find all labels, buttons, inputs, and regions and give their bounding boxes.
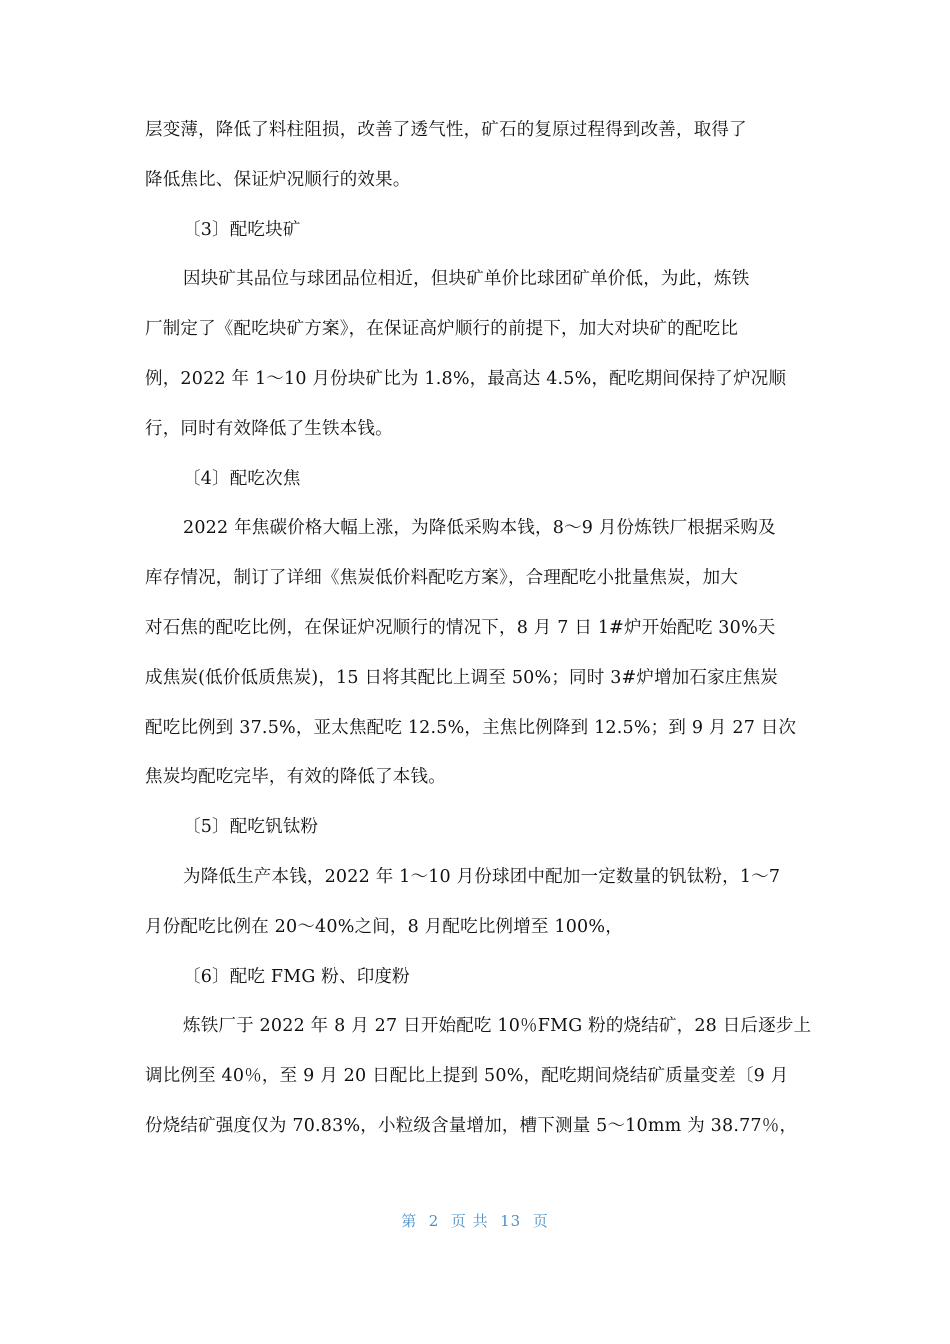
- section-heading: 〔4〕配吃次焦: [183, 468, 301, 489]
- text-line: 厂制定了《配吃块矿方案》，在保证高炉顺行的前提下，加大对块矿的配吃比: [145, 319, 739, 340]
- section-heading: 〔3〕配吃块矿: [183, 219, 301, 240]
- text-line: 份烧结矿强度仅为 70.83%，小粒级含量增加，槽下测量 5～10mm 为 38.77％，: [145, 1115, 798, 1136]
- text-line: 调比例至 40％，至 9 月 20 日配比上提到 50%，配吃期间烧结矿质量变差〔9 月: [145, 1066, 789, 1087]
- page-number-footer: 第 2 页 共 13 页: [401, 1212, 549, 1230]
- text-line: 例，2022 年 1～10 月份块矿比为 1.8%，最高达 4.5%，配吃期间保持了炉况顺: [145, 368, 787, 389]
- text-line: 对石焦的配吃比例，在保证炉况顺行的情况下，8 月 7 日 1#炉开始配吃 30%天: [145, 617, 776, 638]
- text-line: 降低焦比、保证炉况顺行的效果。: [145, 169, 411, 190]
- text-line: 焦炭均配吃完毕，有效的降低了本钱。: [145, 767, 446, 788]
- text-line: 行，同时有效降低了生铁本钱。: [145, 418, 393, 439]
- text-line: 配吃比例到 37.5%，亚太焦配吃 12.5%，主焦比例降到 12.5%；到 9 月 27 日次: [145, 717, 797, 738]
- document-body: [145, 106, 810, 1152]
- text-line: 因块矿其品位与球团品位相近，但块矿单价比球团矿单价低，为此，炼铁: [183, 269, 750, 290]
- text-line: 成焦炭(低价低质焦炭)，15 日将其配比上调至 50%；同时 3#炉增加石家庄焦炭: [145, 667, 779, 688]
- text-line: 炼铁厂于 2022 年 8 月 27 日开始配吃 10％FMG 粉的烧结矿，28 日后逐步上: [183, 1016, 812, 1037]
- text-line: 月份配吃比例在 20～40%之间，8 月配吃比例增至 100%，: [145, 916, 623, 937]
- text-line: 库存情况，制订了详细《焦炭低价料配吃方案》，合理配吃小批量焦炭，加大: [145, 568, 739, 589]
- section-heading: 〔5〕配吃钒钛粉: [183, 817, 319, 838]
- section-heading: 〔6〕配吃 FMG 粉、印度粉: [183, 966, 410, 987]
- text-line: 2022 年焦碳价格大幅上涨，为降低采购本钱，8～9 月份炼铁厂根据采购及: [183, 518, 776, 539]
- text-line: 为降低生产本钱，2022 年 1～10 月份球团中配加一定数量的钒钛粉，1～7: [183, 866, 781, 887]
- text-line: 层变薄，降低了料柱阻损，改善了透气性，矿石的复原过程得到改善，取得了: [145, 120, 747, 140]
